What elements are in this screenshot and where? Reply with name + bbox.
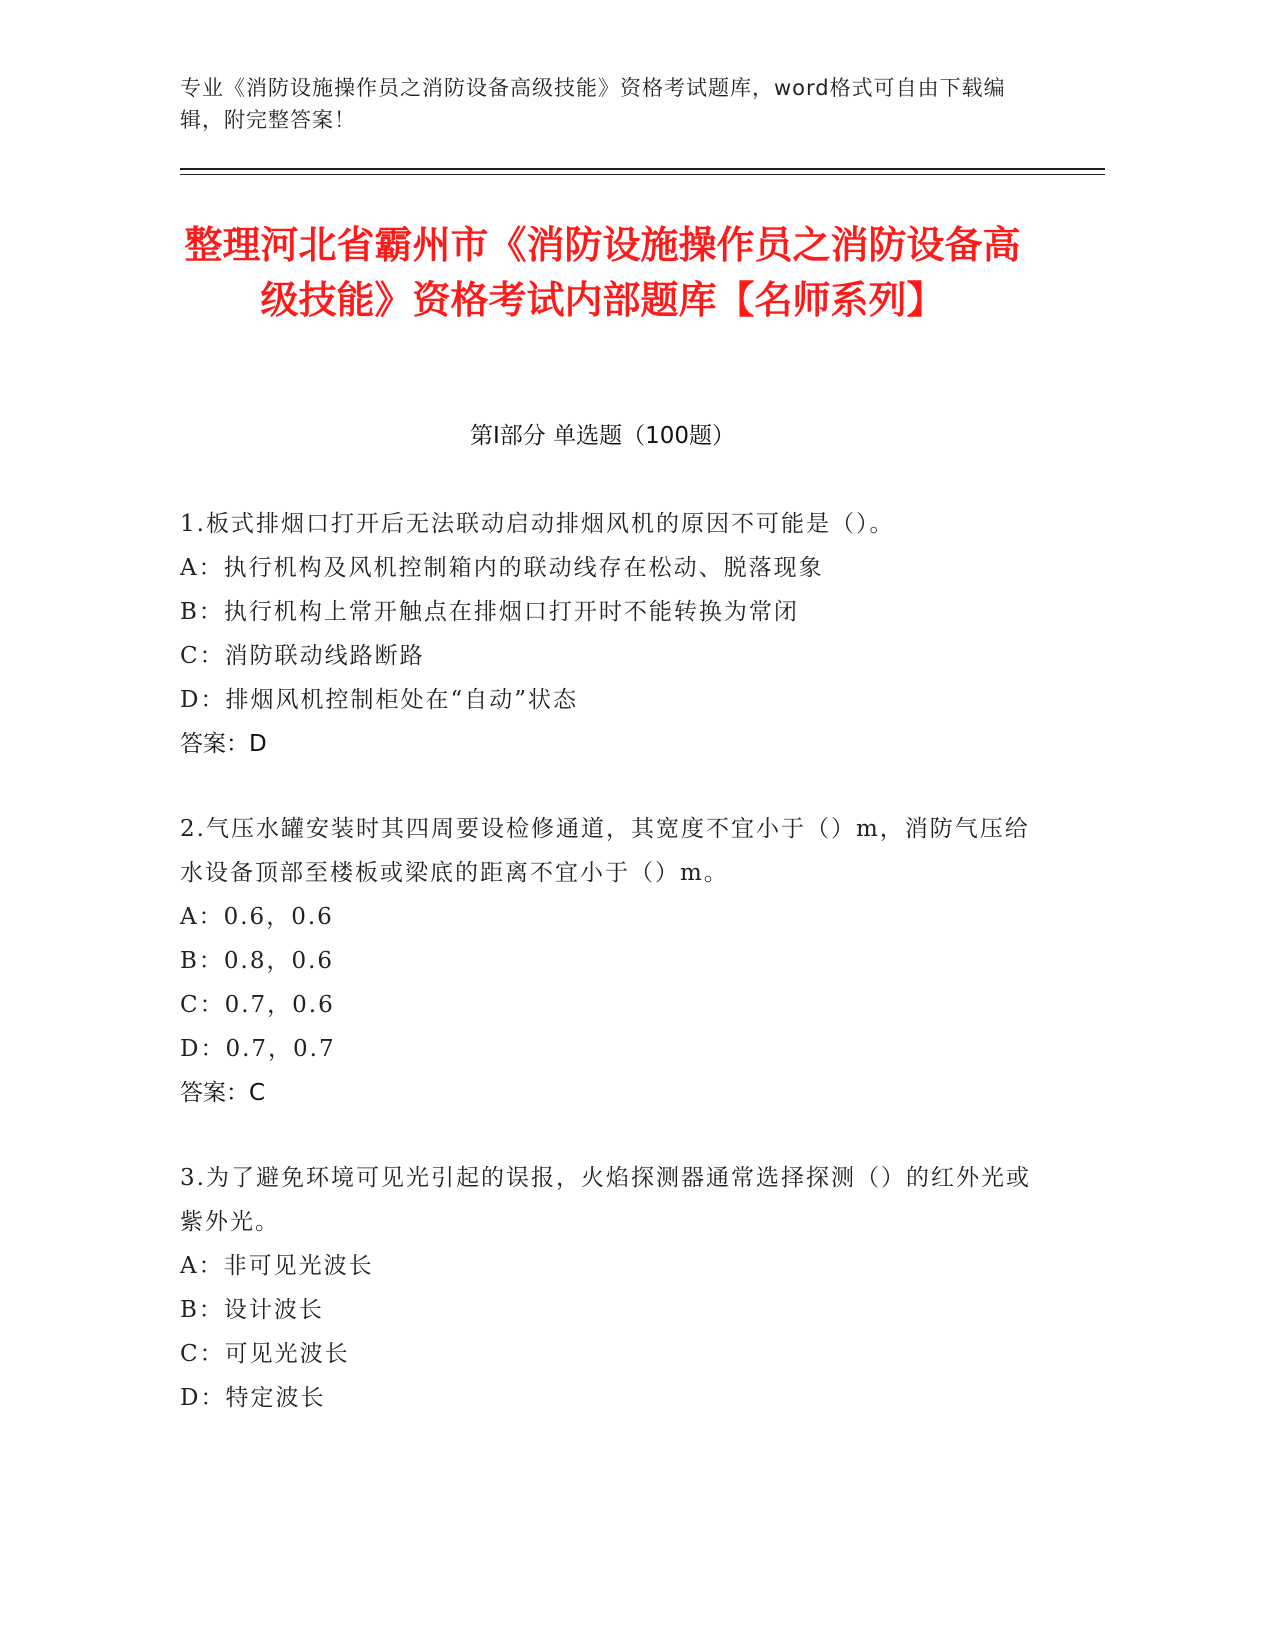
option-d: D：特定波长 <box>180 1385 326 1411</box>
option-d: D：排烟风机控制柜处在“自动”状态 <box>180 687 578 713</box>
option-a: A：0.6，0.6 <box>180 904 334 930</box>
option-b: B：设计波长 <box>180 1297 324 1323</box>
answer-line: 答案：D <box>180 731 267 757</box>
header-note: 专业《消防设施操作员之消防设备高级技能》资格考试题库，word格式可自由下载编辑，附完整答案！ <box>180 76 1006 132</box>
header-divider-thin <box>180 174 1105 175</box>
question-stem: 2.气压水罐安装时其四周要设检修通道，其宽度不宜小于（）m，消防气压给水设备顶部至楼板或梁底的距离不宜小于（）m。 <box>180 816 1030 886</box>
question-item <box>180 807 1040 1115</box>
question-list <box>180 502 1040 1461</box>
header-divider-thick <box>180 168 1105 170</box>
option-c: C：可见光波长 <box>180 1341 350 1367</box>
answer-line: 答案：C <box>180 1080 266 1106</box>
document-title: 整理河北省霸州市《消防设施操作员之消防设备高级技能》资格考试内部题库【名师系列】 <box>184 223 1021 322</box>
question-item <box>180 1156 1040 1420</box>
option-c: C：消防联动线路断路 <box>180 643 425 669</box>
option-b: B：0.8，0.6 <box>180 948 335 974</box>
option-b: B：执行机构上常开触点在排烟口打开时不能转换为常闭 <box>180 599 799 625</box>
option-c: C：0.7，0.6 <box>180 992 335 1018</box>
question-stem: 3.为了避免环境可见光引起的误报，火焰探测器通常选择探测（）的红外光或紫外光。 <box>180 1165 1031 1235</box>
option-d: D：0.7，0.7 <box>180 1036 336 1062</box>
option-a: A：执行机构及风机控制箱内的联动线存在松动、脱落现象 <box>180 555 824 581</box>
question-item <box>180 502 1040 766</box>
section-heading: 第I部分 单选题（100题） <box>470 423 735 449</box>
question-stem: 1.板式排烟口打开后无法联动启动排烟风机的原因不可能是（）。 <box>180 511 895 537</box>
option-a: A：非可见光波长 <box>180 1253 374 1279</box>
